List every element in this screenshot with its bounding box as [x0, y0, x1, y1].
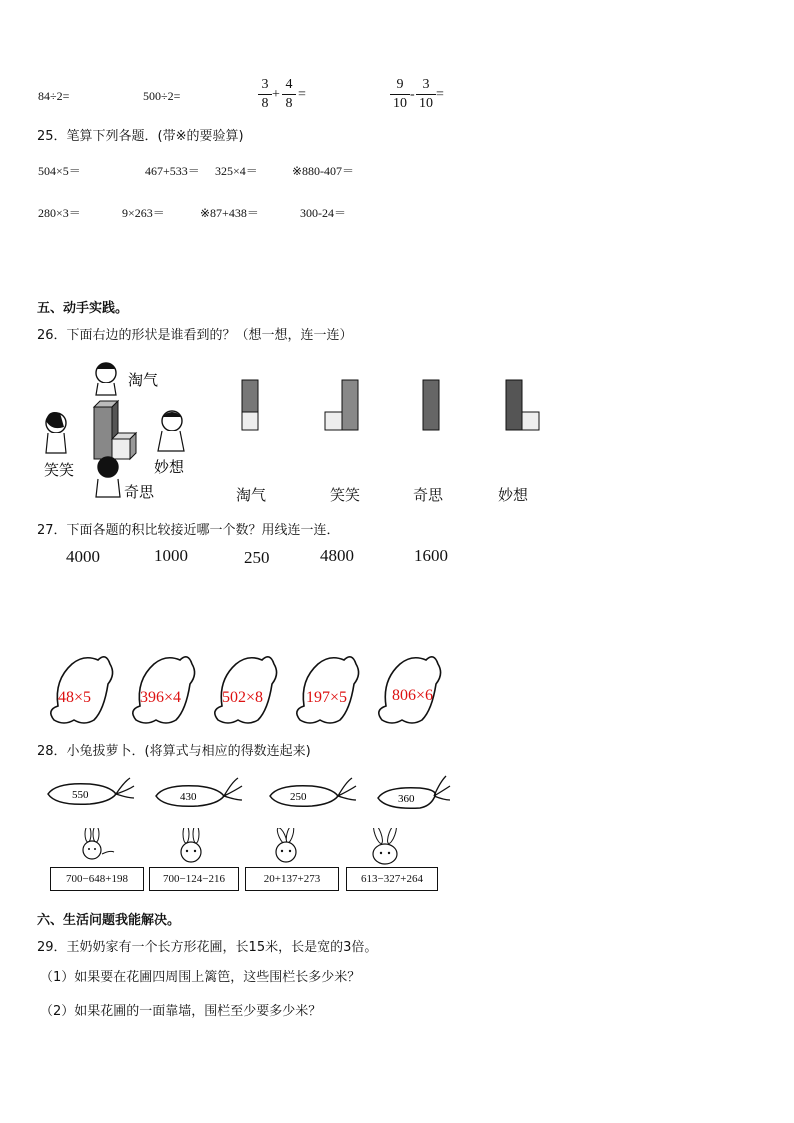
question-28-title: 28．小兔拔萝卜．(将算式与相应的得数连起来) [37, 744, 311, 759]
ghost-shape[interactable] [51, 657, 113, 723]
expression-box[interactable]: 613−327+264 [346, 867, 438, 891]
question-27-title: 27．下面各题的积比较接近哪一个数？用线连一连． [37, 523, 340, 538]
ghost-expression: 806×6 [392, 687, 434, 704]
plus-sign: + [272, 87, 280, 102]
ghost-row [40, 650, 460, 730]
calc-item: ※87+438＝ [200, 206, 259, 220]
numerator: 9 [396, 77, 404, 92]
shape-option-label: 妙想 [498, 486, 529, 504]
carrot-icon[interactable] [270, 778, 356, 806]
kid-left-icon [46, 412, 66, 453]
kid-label: 奇思 [124, 483, 155, 501]
denominator: 10 [393, 96, 407, 111]
rabbit-icon [372, 828, 398, 864]
calc-item: 280×3＝ [38, 206, 81, 220]
kid-label: 笑笑 [44, 461, 75, 479]
kid-right-icon [158, 411, 184, 451]
equals-sign: = [298, 87, 306, 102]
carrot-icon[interactable] [48, 778, 134, 804]
ghost-expression: 502×8 [222, 689, 264, 706]
calc-item: 467+533＝ [145, 164, 200, 178]
numerator: 4 [285, 77, 293, 92]
kid-top-icon [96, 363, 116, 395]
target-number[interactable]: 4000 [66, 547, 100, 566]
ghost-expression: 197×5 [306, 689, 348, 706]
expression-box[interactable]: 20+137+273 [245, 867, 339, 891]
target-number[interactable]: 1600 [414, 546, 448, 565]
carrot-value: 250 [290, 791, 307, 803]
carrot-value: 550 [72, 789, 89, 801]
target-number[interactable]: 4800 [320, 546, 354, 565]
numerator: 3 [261, 77, 269, 92]
denominator: 10 [419, 96, 433, 111]
expr-84-div-2: 84÷2= [38, 89, 70, 103]
shape-option-3[interactable] [421, 378, 441, 434]
denominator: 8 [285, 96, 293, 111]
shape-option-4[interactable] [504, 378, 542, 434]
expr-500-div-2: 500÷2= [143, 89, 181, 103]
expression-box[interactable]: 700−648+198 [50, 867, 144, 891]
carrot-value: 430 [180, 791, 197, 803]
equals-sign: = [436, 87, 444, 102]
calc-item: ※880-407＝ [292, 164, 355, 178]
carrot-row [42, 768, 452, 816]
question-29-part-2: （2）如果花圃的一面靠墙，围栏至少要多少米？ [40, 1004, 322, 1019]
expression-box[interactable]: 700−124−216 [149, 867, 239, 891]
kid-label: 妙想 [154, 458, 185, 476]
question-26-title: 26．下面右边的形状是谁看到的？（想一想，连一连） [37, 328, 353, 343]
kids-observing-blocks-illustration [38, 355, 208, 505]
shape-option-label: 奇思 [413, 486, 444, 504]
rabbit-row [50, 828, 430, 868]
denominator: 8 [261, 96, 269, 111]
calc-item: 504×5＝ [38, 164, 81, 178]
question-29-title: 29．王奶奶家有一个长方形花圃，长15米，长是宽的3倍。 [37, 940, 378, 955]
fraction-3-8 [258, 77, 272, 112]
minus-sign: - [410, 87, 415, 102]
carrot-value: 360 [398, 793, 415, 805]
target-number[interactable]: 1000 [154, 546, 188, 565]
carrot-icon[interactable] [156, 778, 242, 806]
fraction-3-10 [416, 77, 436, 112]
calc-item: 9×263＝ [122, 206, 165, 220]
calc-item: 300-24＝ [300, 206, 346, 220]
shape-option-label: 淘气 [236, 486, 267, 504]
question-29-part-1: （1）如果要在花圃四周围上篱笆，这些围栏长多少米？ [40, 970, 361, 985]
section-6-heading: 六、生活问题我能解决。 [37, 913, 181, 928]
ghost-shape[interactable] [215, 657, 277, 723]
shape-option-label: 笑笑 [330, 486, 361, 504]
question-25-title: 25．笔算下列各题．(带※的要验算) [37, 129, 244, 144]
calc-item: 325×4＝ [215, 164, 258, 178]
rabbit-icon [275, 828, 296, 862]
target-number[interactable]: 250 [244, 548, 270, 567]
ghost-shape[interactable] [379, 657, 441, 723]
kid-label: 淘气 [128, 371, 159, 389]
rabbit-icon [181, 828, 201, 862]
numerator: 3 [422, 77, 430, 92]
fraction-9-10 [390, 77, 410, 112]
ghost-shape[interactable] [133, 657, 195, 723]
section-5-heading: 五、动手实践。 [37, 301, 129, 316]
kid-bottom-icon [96, 457, 120, 497]
fraction-4-8 [282, 77, 296, 112]
rabbit-icon [83, 828, 114, 859]
ghost-expression: 396×4 [140, 689, 182, 706]
blocks-icon [94, 401, 136, 459]
shape-option-2[interactable] [323, 378, 361, 434]
ghost-expression: 48×5 [58, 689, 92, 706]
ghost-shape[interactable] [297, 657, 359, 723]
carrot-icon[interactable] [378, 776, 450, 808]
shape-option-1[interactable] [240, 378, 260, 434]
